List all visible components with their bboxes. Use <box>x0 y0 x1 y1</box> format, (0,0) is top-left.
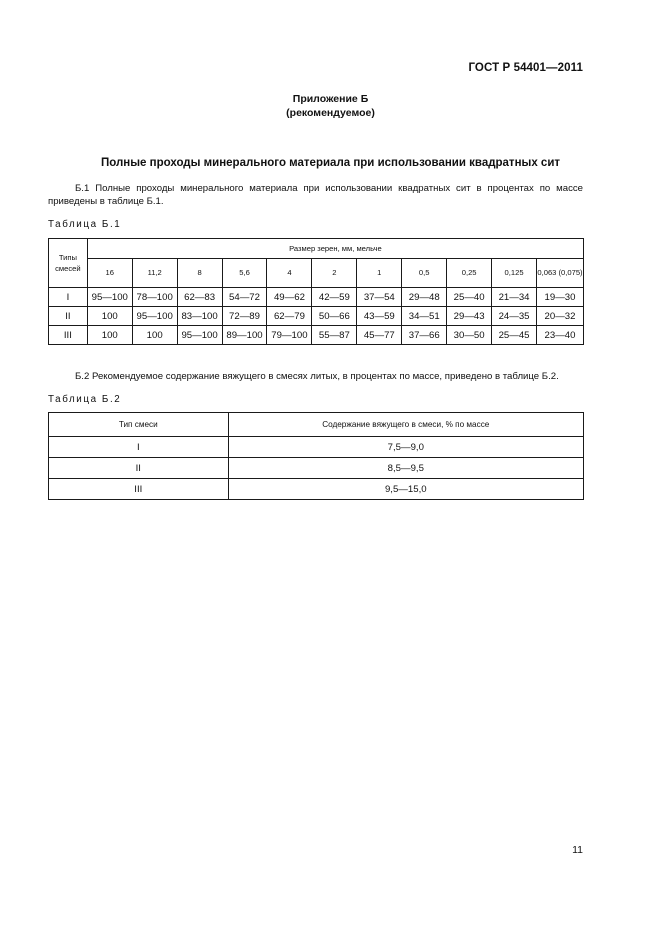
table-cell: 54—72 <box>222 288 267 307</box>
table-cell: 23—40 <box>537 326 584 345</box>
table-cell: 34—51 <box>402 307 447 326</box>
table-cell: 29—48 <box>402 288 447 307</box>
table-cell: 55—87 <box>312 326 357 345</box>
table-cell: 95—100 <box>87 288 132 307</box>
table-cell: 20—32 <box>537 307 584 326</box>
table-b2-header-type: Тип смеси <box>49 413 229 437</box>
table-cell: 29—43 <box>447 307 492 326</box>
appendix-subtitle: (рекомендуемое) <box>286 107 375 119</box>
table-cell: 30—50 <box>447 326 492 345</box>
table-b2-mix-type: III <box>49 479 229 500</box>
table-b2-header-content: Содержание вяжущего в смеси, % по массе <box>228 413 583 437</box>
table-b1-column-header: 5,6 <box>222 259 267 288</box>
paragraph-b2: Б.2 Рекомендуемое содержание вяжущего в смесях литых, в процентах по массе, приведено в таблице Б.2. <box>75 371 559 382</box>
appendix-heading <box>0 92 661 120</box>
table-b2-binder-content: 9,5—15,0 <box>228 479 583 500</box>
table-b2-mix-type: II <box>49 458 229 479</box>
table-cell: 100 <box>87 307 132 326</box>
table-b1-mix-type: II <box>49 307 88 326</box>
table-cell: 37—66 <box>402 326 447 345</box>
table-cell: 25—45 <box>492 326 537 345</box>
table-b1-column-header: 2 <box>312 259 357 288</box>
table-cell: 42—59 <box>312 288 357 307</box>
table-b1-column-header: 11,2 <box>132 259 177 288</box>
table-row <box>49 437 584 458</box>
table-cell: 62—83 <box>177 288 222 307</box>
table-b1-column-header: 0,125 <box>492 259 537 288</box>
appendix-title: Приложение Б <box>292 93 369 105</box>
section-title: Полные проходы минерального материала при использовании квадратных сит <box>100 157 561 169</box>
table-b1-mix-type: I <box>49 288 88 307</box>
table-b2-binder-content: 7,5—9,0 <box>228 437 583 458</box>
table-cell: 78—100 <box>132 288 177 307</box>
table-cell: 95—100 <box>177 326 222 345</box>
table-cell: 49—62 <box>267 288 312 307</box>
table-b1-mix-type: III <box>49 326 88 345</box>
table-b1-group-header: Размер зерен, мм, мельче <box>87 239 583 259</box>
table-b1-column-header: 4 <box>267 259 312 288</box>
table-row <box>49 479 584 500</box>
paragraph-b1: Б.1 Полные проходы минерального материала при использовании квадратных сит в процентах по массе приведены в таблице Б.1. <box>48 183 583 207</box>
table-b1-column-header: 8 <box>177 259 222 288</box>
table-cell: 45—77 <box>357 326 402 345</box>
table-cell: 72—89 <box>222 307 267 326</box>
table-cell: 37—54 <box>357 288 402 307</box>
table-b1-caption: Таблица Б.1 <box>48 219 122 230</box>
table-b1-row-header <box>49 239 88 288</box>
table-b1-column-header: 0,063 (0,075) <box>537 259 584 288</box>
table-b1-row-header-text: Типы смесей <box>55 253 81 273</box>
table-b1-column-header: 1 <box>357 259 402 288</box>
table-cell: 79—100 <box>267 326 312 345</box>
table-cell: 100 <box>132 326 177 345</box>
table-cell: 19—30 <box>537 288 584 307</box>
table-cell: 24—35 <box>492 307 537 326</box>
table-b2-mix-type: I <box>49 437 229 458</box>
table-cell: 50—66 <box>312 307 357 326</box>
table-b1-column-header: 16 <box>87 259 132 288</box>
table-row <box>49 288 584 307</box>
table-b2-binder-content: 8,5—9,5 <box>228 458 583 479</box>
table-cell: 100 <box>87 326 132 345</box>
table-cell: 43—59 <box>357 307 402 326</box>
table-b1-column-header: 0,25 <box>447 259 492 288</box>
table-b1 <box>48 238 584 345</box>
table-row <box>49 326 584 345</box>
table-cell: 25—40 <box>447 288 492 307</box>
document-code: ГОСТ Р 54401—2011 <box>468 62 583 74</box>
table-row <box>49 307 584 326</box>
table-row <box>49 458 584 479</box>
table-b2-caption: Таблица Б.2 <box>48 394 122 405</box>
table-b1-column-header: 0,5 <box>402 259 447 288</box>
table-cell: 95—100 <box>132 307 177 326</box>
table-cell: 83—100 <box>177 307 222 326</box>
table-cell: 21—34 <box>492 288 537 307</box>
table-b2 <box>48 412 584 500</box>
page-number: 11 <box>572 844 583 856</box>
table-cell: 62—79 <box>267 307 312 326</box>
table-cell: 89—100 <box>222 326 267 345</box>
